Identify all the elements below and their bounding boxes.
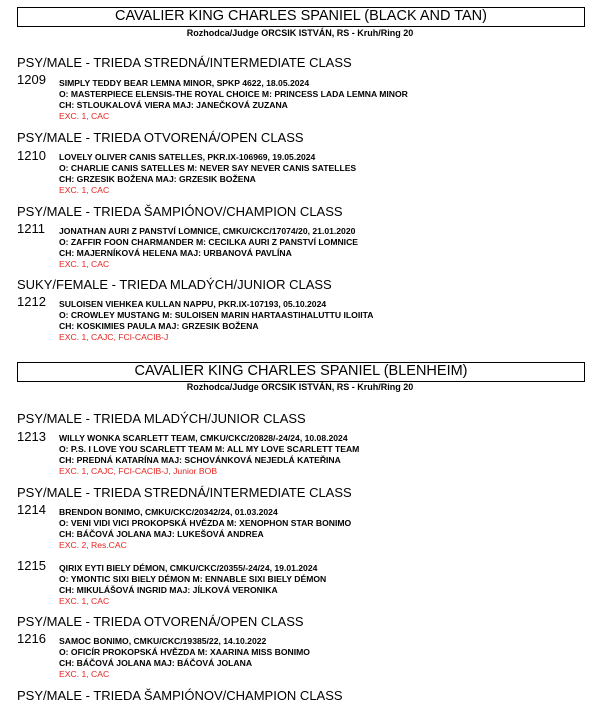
dog-parents: O: CROWLEY MUSTANG M: SULOISEN MARIN HARTAASTIHALUTTU ILOIITA: [59, 310, 374, 320]
dog-owners: CH: BÁČOVÁ JOLANA MAJ: LUKEŠOVÁ ANDREA: [59, 529, 264, 539]
dog-result: EXC. 1, CAC: [59, 669, 110, 679]
dog-entry: [59, 507, 351, 551]
dog-name: SAMOC BONIMO, CMKU/CKC/19385/22, 14.10.2022: [59, 636, 267, 646]
dog-name: SULOISEN VIEHKEA KULLAN NAPPU, PKR.IX-107193, 05.10.2024: [59, 299, 327, 309]
dog-name: BRENDON BONIMO, CMKU/CKC/20342/24, 01.03.2024: [59, 507, 278, 517]
class-heading: PSY/MALE - TRIEDA STREDNÁ/INTERMEDIATE CLASS: [17, 55, 352, 70]
dog-entry: [59, 636, 310, 680]
dog-parents: O: P.S. I LOVE YOU SCARLETT TEAM M: ALL MY LOVE SCARLETT TEAM: [59, 444, 360, 454]
dog-result: EXC. 2, Res.CAC: [59, 540, 127, 550]
dog-name: QIRIX EYTI BIELY DÉMON, CMKU/CKC/20355/-24/24, 19.01.2024: [59, 563, 318, 573]
dog-parents: O: MASTERPIECE ELENSIS-THE ROYAL CHOICE M: PRINCESS LADA LEMNA MINOR: [59, 89, 408, 99]
breed-title: CAVALIER KING CHARLES SPANIEL (BLENHEIM): [17, 362, 585, 382]
entry-number: 1215: [17, 558, 46, 573]
entry-number: 1211: [17, 221, 45, 236]
dog-parents: O: CHARLIE CANIS SATELLES M: NEVER SAY NEVER CANIS SATELLES: [59, 163, 357, 173]
dog-parents: O: VENI VIDI VICI PROKOPSKÁ HVĚZDA M: XENOPHON STAR BONIMO: [59, 518, 352, 528]
dog-result: EXC. 1, CAC: [59, 596, 110, 606]
class-heading: PSY/MALE - TRIEDA ŠAMPIÓNOV/CHAMPION CLASS: [17, 204, 343, 219]
dog-owners: CH: KOSKIMIES PAULA MAJ: GRZESIK BOŽENA: [59, 321, 259, 331]
entry-number: 1210: [17, 148, 46, 163]
entry-number: 1209: [17, 72, 46, 87]
dog-name: SIMPLY TEDDY BEAR LEMNA MINOR, SPKP 4622, 18.05.2024: [59, 78, 310, 88]
class-heading: SUKY/FEMALE - TRIEDA MLADÝCH/JUNIOR CLASS: [17, 277, 332, 292]
class-heading: PSY/MALE - TRIEDA STREDNÁ/INTERMEDIATE CLASS: [17, 485, 352, 500]
dog-result: EXC. 1, CAJC, FCI-CACIB-J: [59, 332, 169, 342]
entry-number: 1214: [17, 502, 46, 517]
dog-result: EXC. 1, CAC: [59, 259, 110, 269]
class-heading: PSY/MALE - TRIEDA OTVORENÁ/OPEN CLASS: [17, 614, 304, 629]
entry-number: 1216: [17, 631, 46, 646]
dog-result: EXC. 1, CAJC, FCI-CACIB-J, Junior BOB: [59, 466, 218, 476]
class-heading: PSY/MALE - TRIEDA OTVORENÁ/OPEN CLASS: [17, 130, 304, 145]
dog-owners: CH: MAJERNÍKOVÁ HELENA MAJ: URBANOVÁ PAVLÍNA: [59, 248, 292, 258]
dog-name: JONATHAN AURI Z PANSTVÍ LOMNICE, CMKU/CKC/17074/20, 21.01.2020: [59, 226, 356, 236]
dog-name: WILLY WONKA SCARLETT TEAM, CMKU/CKC/20828/-24/24, 10.08.2024: [59, 433, 348, 443]
dog-owners: CH: MIKULÁŠOVÁ INGRID MAJ: JÍLKOVÁ VERONIKA: [59, 585, 278, 595]
dog-parents: O: OFICÍR PROKOPSKÁ HVĚZDA M: XAARINA MISS BONIMO: [59, 647, 310, 657]
entry-number: 1213: [17, 429, 46, 444]
judge-line: Rozhodca/Judge ORCSIK ISTVÁN, RS - Kruh/Ring 20: [186, 28, 414, 38]
dog-entry: [59, 152, 356, 196]
dog-owners: CH: STLOUKALOVÁ VIERA MAJ: JANEČKOVÁ ZUZANA: [59, 100, 288, 110]
breed-title: CAVALIER KING CHARLES SPANIEL (BLACK AND TAN): [17, 7, 585, 27]
dog-entry: [59, 78, 408, 122]
dog-entry: [59, 226, 358, 270]
dog-parents: O: YMONTIC SIXI BIELY DÉMON M: ENNABLE SIXI BIELY DÉMON: [59, 574, 327, 584]
dog-entry: [59, 433, 359, 477]
dog-entry: [59, 563, 326, 607]
dog-owners: CH: BÁČOVÁ JOLANA MAJ: BÁČOVÁ JOLANA: [59, 658, 253, 668]
dog-owners: CH: PREDNÁ KATARÍNA MAJ: SCHOVÁNKOVÁ NEJEDLÁ KATEŘINA: [59, 455, 341, 465]
dog-parents: O: ZAFFIR FOON CHARMANDER M: CECILKA AURI Z PANSTVÍ LOMNICE: [59, 237, 359, 247]
judge-line: Rozhodca/Judge ORCSIK ISTVÁN, RS - Kruh/Ring 20: [186, 382, 414, 392]
dog-name: LOVELY OLIVER CANIS SATELLES, PKR.IX-106969, 19.05.2024: [59, 152, 316, 162]
dog-result: EXC. 1, CAC: [59, 185, 110, 195]
dog-result: EXC. 1, CAC: [59, 111, 110, 121]
dog-entry: [59, 299, 373, 343]
class-heading: PSY/MALE - TRIEDA MLADÝCH/JUNIOR CLASS: [17, 411, 306, 426]
dog-owners: CH: GRZESIK BOŽENA MAJ: GRZESIK BOŽENA: [59, 174, 256, 184]
entry-number: 1212: [17, 294, 46, 309]
class-heading: PSY/MALE - TRIEDA ŠAMPIÓNOV/CHAMPION CLASS: [17, 688, 343, 703]
